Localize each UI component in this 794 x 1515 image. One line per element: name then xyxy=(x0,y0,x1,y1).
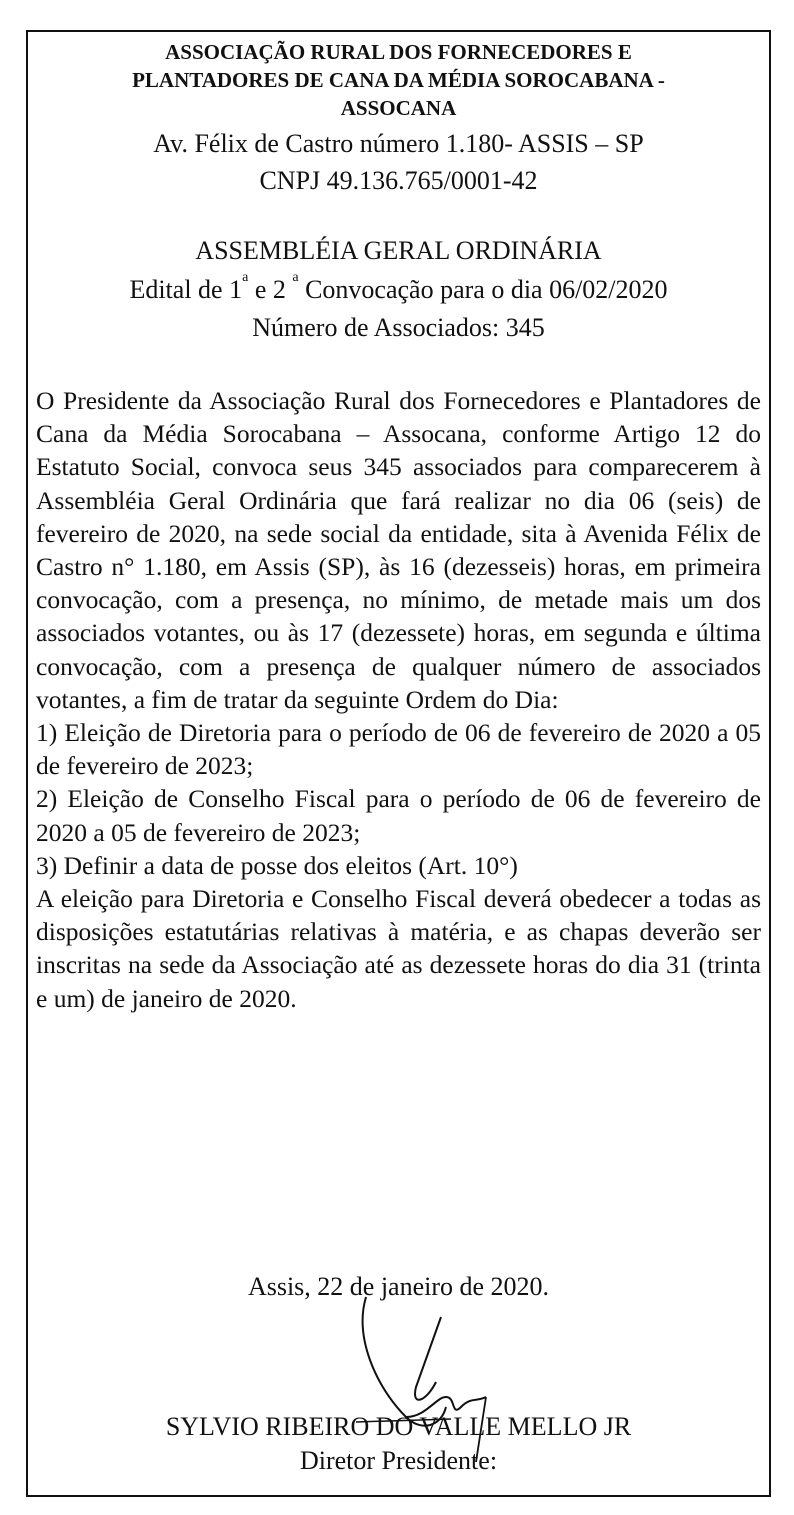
notice-frame xyxy=(26,30,771,1497)
edital-post: Convocação para o dia 06/02/2020 xyxy=(298,275,668,304)
org-address: Av. Félix de Castro número 1.180- ASSIS – SP xyxy=(153,129,644,158)
org-name-line-2: PLANTADORES DE CANA DA MÉDIA SOROCABANA - xyxy=(132,68,665,92)
notice-body xyxy=(36,384,761,1015)
edital-sup-1: a xyxy=(242,270,249,285)
signatory-role: Diretor Presidente: xyxy=(299,1446,498,1475)
agenda-item-3: 3) Definir a data de posse dos eleitos (Art. 10°) xyxy=(36,850,518,880)
body-closing: A eleição para Diretoria e Conselho Fiscal deverá obedecer a todas as disposições estatutárias relativas à matéria, e as chapas deverão ser inscritas na sede da Associação até as dezessete horas do dia 31 (trinta e um) de janeiro de 2020. xyxy=(36,884,761,1013)
edital-sup-2: a xyxy=(292,270,299,285)
assembly-title: ASSEMBLÉIA GERAL ORDINÁRIA xyxy=(195,236,602,265)
org-cnpj: CNPJ 49.136.765/0001-42 xyxy=(259,166,538,195)
members-count: Número de Associados: 345 xyxy=(252,313,545,342)
edital-pre: Edital de 1 xyxy=(129,275,243,304)
agenda-item-1: 1) Eleição de Diretoria para o período de 06 de fevereiro de 2020 a 05 de fevereiro de 2023; xyxy=(36,718,761,781)
edital-mid: e 2 xyxy=(248,275,293,304)
edital-line xyxy=(28,270,769,306)
org-name-line-1: ASSOCIAÇÃO RURAL DOS FORNECEDORES E xyxy=(165,40,632,64)
signatory-name: SYLVIO RIBEIRO DO VALLE MELLO JR xyxy=(165,1412,632,1441)
org-name-line-3: ASSOCANA xyxy=(340,96,457,120)
body-intro: O Presidente da Associação Rural dos Fornecedores e Plantadores de Cana da Média Sorocabana – Assocana, conforme Artigo 12 do Estatuto Social, convoca seus 345 associados para comparecerem à Assembléia Geral Ordinária que fará realizar no dia 06 (seis) de fevereiro de 2020, na sede social da entidade, sita à Avenida Félix de Castro n° 1.180, em Assis (SP), às 16 (dezesseis) horas, em primeira convocação, com a presença, no mínimo, de metade mais um dos associados votantes, ou às 17 (dezessete) horas, em segunda e última convocação, com a presença de qualquer número de associados votantes, a fim de tratar da seguinte Ordem do Dia: xyxy=(36,386,761,714)
agenda-item-2: 2) Eleição de Conselho Fiscal para o período de 06 de fevereiro de 2020 a 05 de fevereiro de 2023; xyxy=(36,784,761,847)
signature-date: Assis, 22 de janeiro de 2020. xyxy=(247,1272,550,1301)
